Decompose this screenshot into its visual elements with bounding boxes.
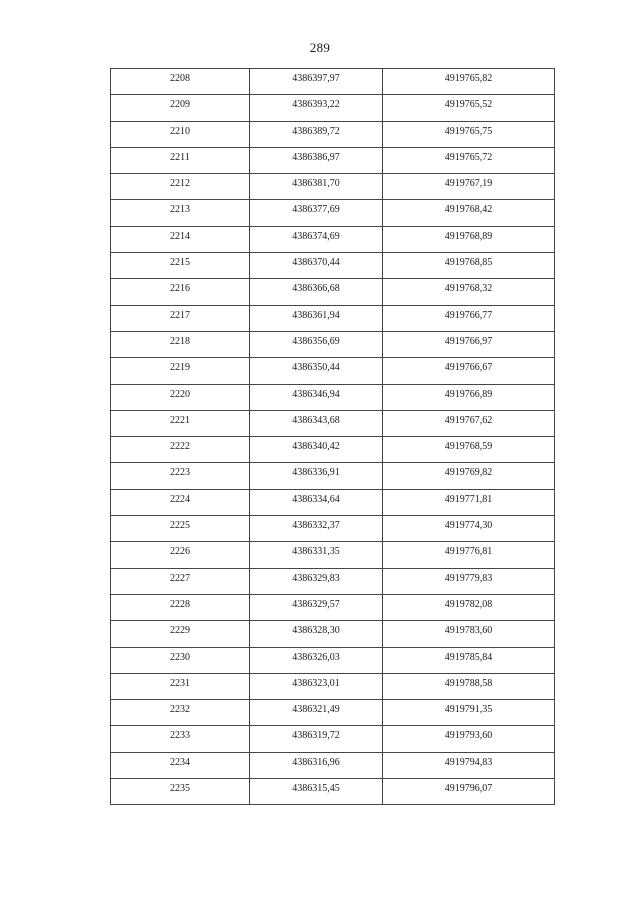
x-coordinate-cell: 4386374,69 (250, 226, 383, 252)
coordinates-table (110, 68, 555, 805)
point-number-cell: 2228 (111, 594, 250, 620)
point-number-cell: 2209 (111, 95, 250, 121)
point-number-cell: 2212 (111, 174, 250, 200)
y-coordinate-cell: 4919767,62 (383, 410, 555, 436)
x-coordinate-cell: 4386331,35 (250, 542, 383, 568)
table-row (111, 358, 555, 384)
point-number-cell: 2233 (111, 726, 250, 752)
x-coordinate-cell: 4386361,94 (250, 305, 383, 331)
table-row (111, 95, 555, 121)
x-coordinate-cell: 4386393,22 (250, 95, 383, 121)
point-number-cell: 2219 (111, 358, 250, 384)
point-number-cell: 2223 (111, 463, 250, 489)
y-coordinate-cell: 4919768,85 (383, 253, 555, 279)
point-number-cell: 2221 (111, 410, 250, 436)
x-coordinate-cell: 4386370,44 (250, 253, 383, 279)
y-coordinate-cell: 4919768,42 (383, 200, 555, 226)
y-coordinate-cell: 4919765,75 (383, 121, 555, 147)
y-coordinate-cell: 4919783,60 (383, 621, 555, 647)
table-body (111, 69, 555, 805)
point-number-cell: 2225 (111, 516, 250, 542)
x-coordinate-cell: 4386332,37 (250, 516, 383, 542)
x-coordinate-cell: 4386386,97 (250, 147, 383, 173)
table-row (111, 673, 555, 699)
table-row (111, 69, 555, 95)
table-row (111, 463, 555, 489)
point-number-cell: 2224 (111, 489, 250, 515)
table-row (111, 226, 555, 252)
table-row (111, 726, 555, 752)
x-coordinate-cell: 4386328,30 (250, 621, 383, 647)
y-coordinate-cell: 4919766,97 (383, 331, 555, 357)
y-coordinate-cell: 4919774,30 (383, 516, 555, 542)
y-coordinate-cell: 4919771,81 (383, 489, 555, 515)
table-row (111, 279, 555, 305)
point-number-cell: 2227 (111, 568, 250, 594)
y-coordinate-cell: 4919766,67 (383, 358, 555, 384)
table-row (111, 200, 555, 226)
y-coordinate-cell: 4919785,84 (383, 647, 555, 673)
point-number-cell: 2226 (111, 542, 250, 568)
x-coordinate-cell: 4386316,96 (250, 752, 383, 778)
table-row (111, 594, 555, 620)
point-number-cell: 2230 (111, 647, 250, 673)
y-coordinate-cell: 4919782,08 (383, 594, 555, 620)
point-number-cell: 2235 (111, 779, 250, 805)
point-number-cell: 2220 (111, 384, 250, 410)
x-coordinate-cell: 4386346,94 (250, 384, 383, 410)
point-number-cell: 2213 (111, 200, 250, 226)
point-number-cell: 2210 (111, 121, 250, 147)
x-coordinate-cell: 4386381,70 (250, 174, 383, 200)
y-coordinate-cell: 4919769,82 (383, 463, 555, 489)
x-coordinate-cell: 4386389,72 (250, 121, 383, 147)
point-number-cell: 2208 (111, 69, 250, 95)
point-number-cell: 2216 (111, 279, 250, 305)
table-row (111, 752, 555, 778)
table-row (111, 542, 555, 568)
x-coordinate-cell: 4386329,83 (250, 568, 383, 594)
table-row (111, 489, 555, 515)
y-coordinate-cell: 4919779,83 (383, 568, 555, 594)
x-coordinate-cell: 4386343,68 (250, 410, 383, 436)
y-coordinate-cell: 4919766,89 (383, 384, 555, 410)
point-number-cell: 2222 (111, 437, 250, 463)
table-row (111, 174, 555, 200)
table-row (111, 779, 555, 805)
table-row (111, 647, 555, 673)
point-number-cell: 2234 (111, 752, 250, 778)
x-coordinate-cell: 4386321,49 (250, 700, 383, 726)
point-number-cell: 2214 (111, 226, 250, 252)
y-coordinate-cell: 4919765,72 (383, 147, 555, 173)
point-number-cell: 2211 (111, 147, 250, 173)
table-row (111, 305, 555, 331)
x-coordinate-cell: 4386377,69 (250, 200, 383, 226)
x-coordinate-cell: 4386315,45 (250, 779, 383, 805)
x-coordinate-cell: 4386336,91 (250, 463, 383, 489)
x-coordinate-cell: 4386326,03 (250, 647, 383, 673)
y-coordinate-cell: 4919765,52 (383, 95, 555, 121)
table-row (111, 516, 555, 542)
y-coordinate-cell: 4919776,81 (383, 542, 555, 568)
y-coordinate-cell: 4919766,77 (383, 305, 555, 331)
table-row (111, 621, 555, 647)
table-row (111, 331, 555, 357)
point-number-cell: 2215 (111, 253, 250, 279)
y-coordinate-cell: 4919793,60 (383, 726, 555, 752)
x-coordinate-cell: 4386356,69 (250, 331, 383, 357)
point-number-cell: 2231 (111, 673, 250, 699)
x-coordinate-cell: 4386397,97 (250, 69, 383, 95)
y-coordinate-cell: 4919768,89 (383, 226, 555, 252)
y-coordinate-cell: 4919794,83 (383, 752, 555, 778)
x-coordinate-cell: 4386329,57 (250, 594, 383, 620)
point-number-cell: 2232 (111, 700, 250, 726)
table-row (111, 147, 555, 173)
table-row (111, 410, 555, 436)
x-coordinate-cell: 4386366,68 (250, 279, 383, 305)
table-row (111, 437, 555, 463)
x-coordinate-cell: 4386340,42 (250, 437, 383, 463)
y-coordinate-cell: 4919791,35 (383, 700, 555, 726)
table-row (111, 384, 555, 410)
y-coordinate-cell: 4919767,19 (383, 174, 555, 200)
x-coordinate-cell: 4386334,64 (250, 489, 383, 515)
y-coordinate-cell: 4919788,58 (383, 673, 555, 699)
x-coordinate-cell: 4386319,72 (250, 726, 383, 752)
y-coordinate-cell: 4919768,32 (383, 279, 555, 305)
table-row (111, 253, 555, 279)
y-coordinate-cell: 4919768,59 (383, 437, 555, 463)
page-number: 289 (309, 40, 331, 55)
point-number-cell: 2229 (111, 621, 250, 647)
x-coordinate-cell: 4386323,01 (250, 673, 383, 699)
point-number-cell: 2217 (111, 305, 250, 331)
table-row (111, 121, 555, 147)
x-coordinate-cell: 4386350,44 (250, 358, 383, 384)
point-number-cell: 2218 (111, 331, 250, 357)
y-coordinate-cell: 4919765,82 (383, 69, 555, 95)
table-row (111, 700, 555, 726)
y-coordinate-cell: 4919796,07 (383, 779, 555, 805)
table-row (111, 568, 555, 594)
